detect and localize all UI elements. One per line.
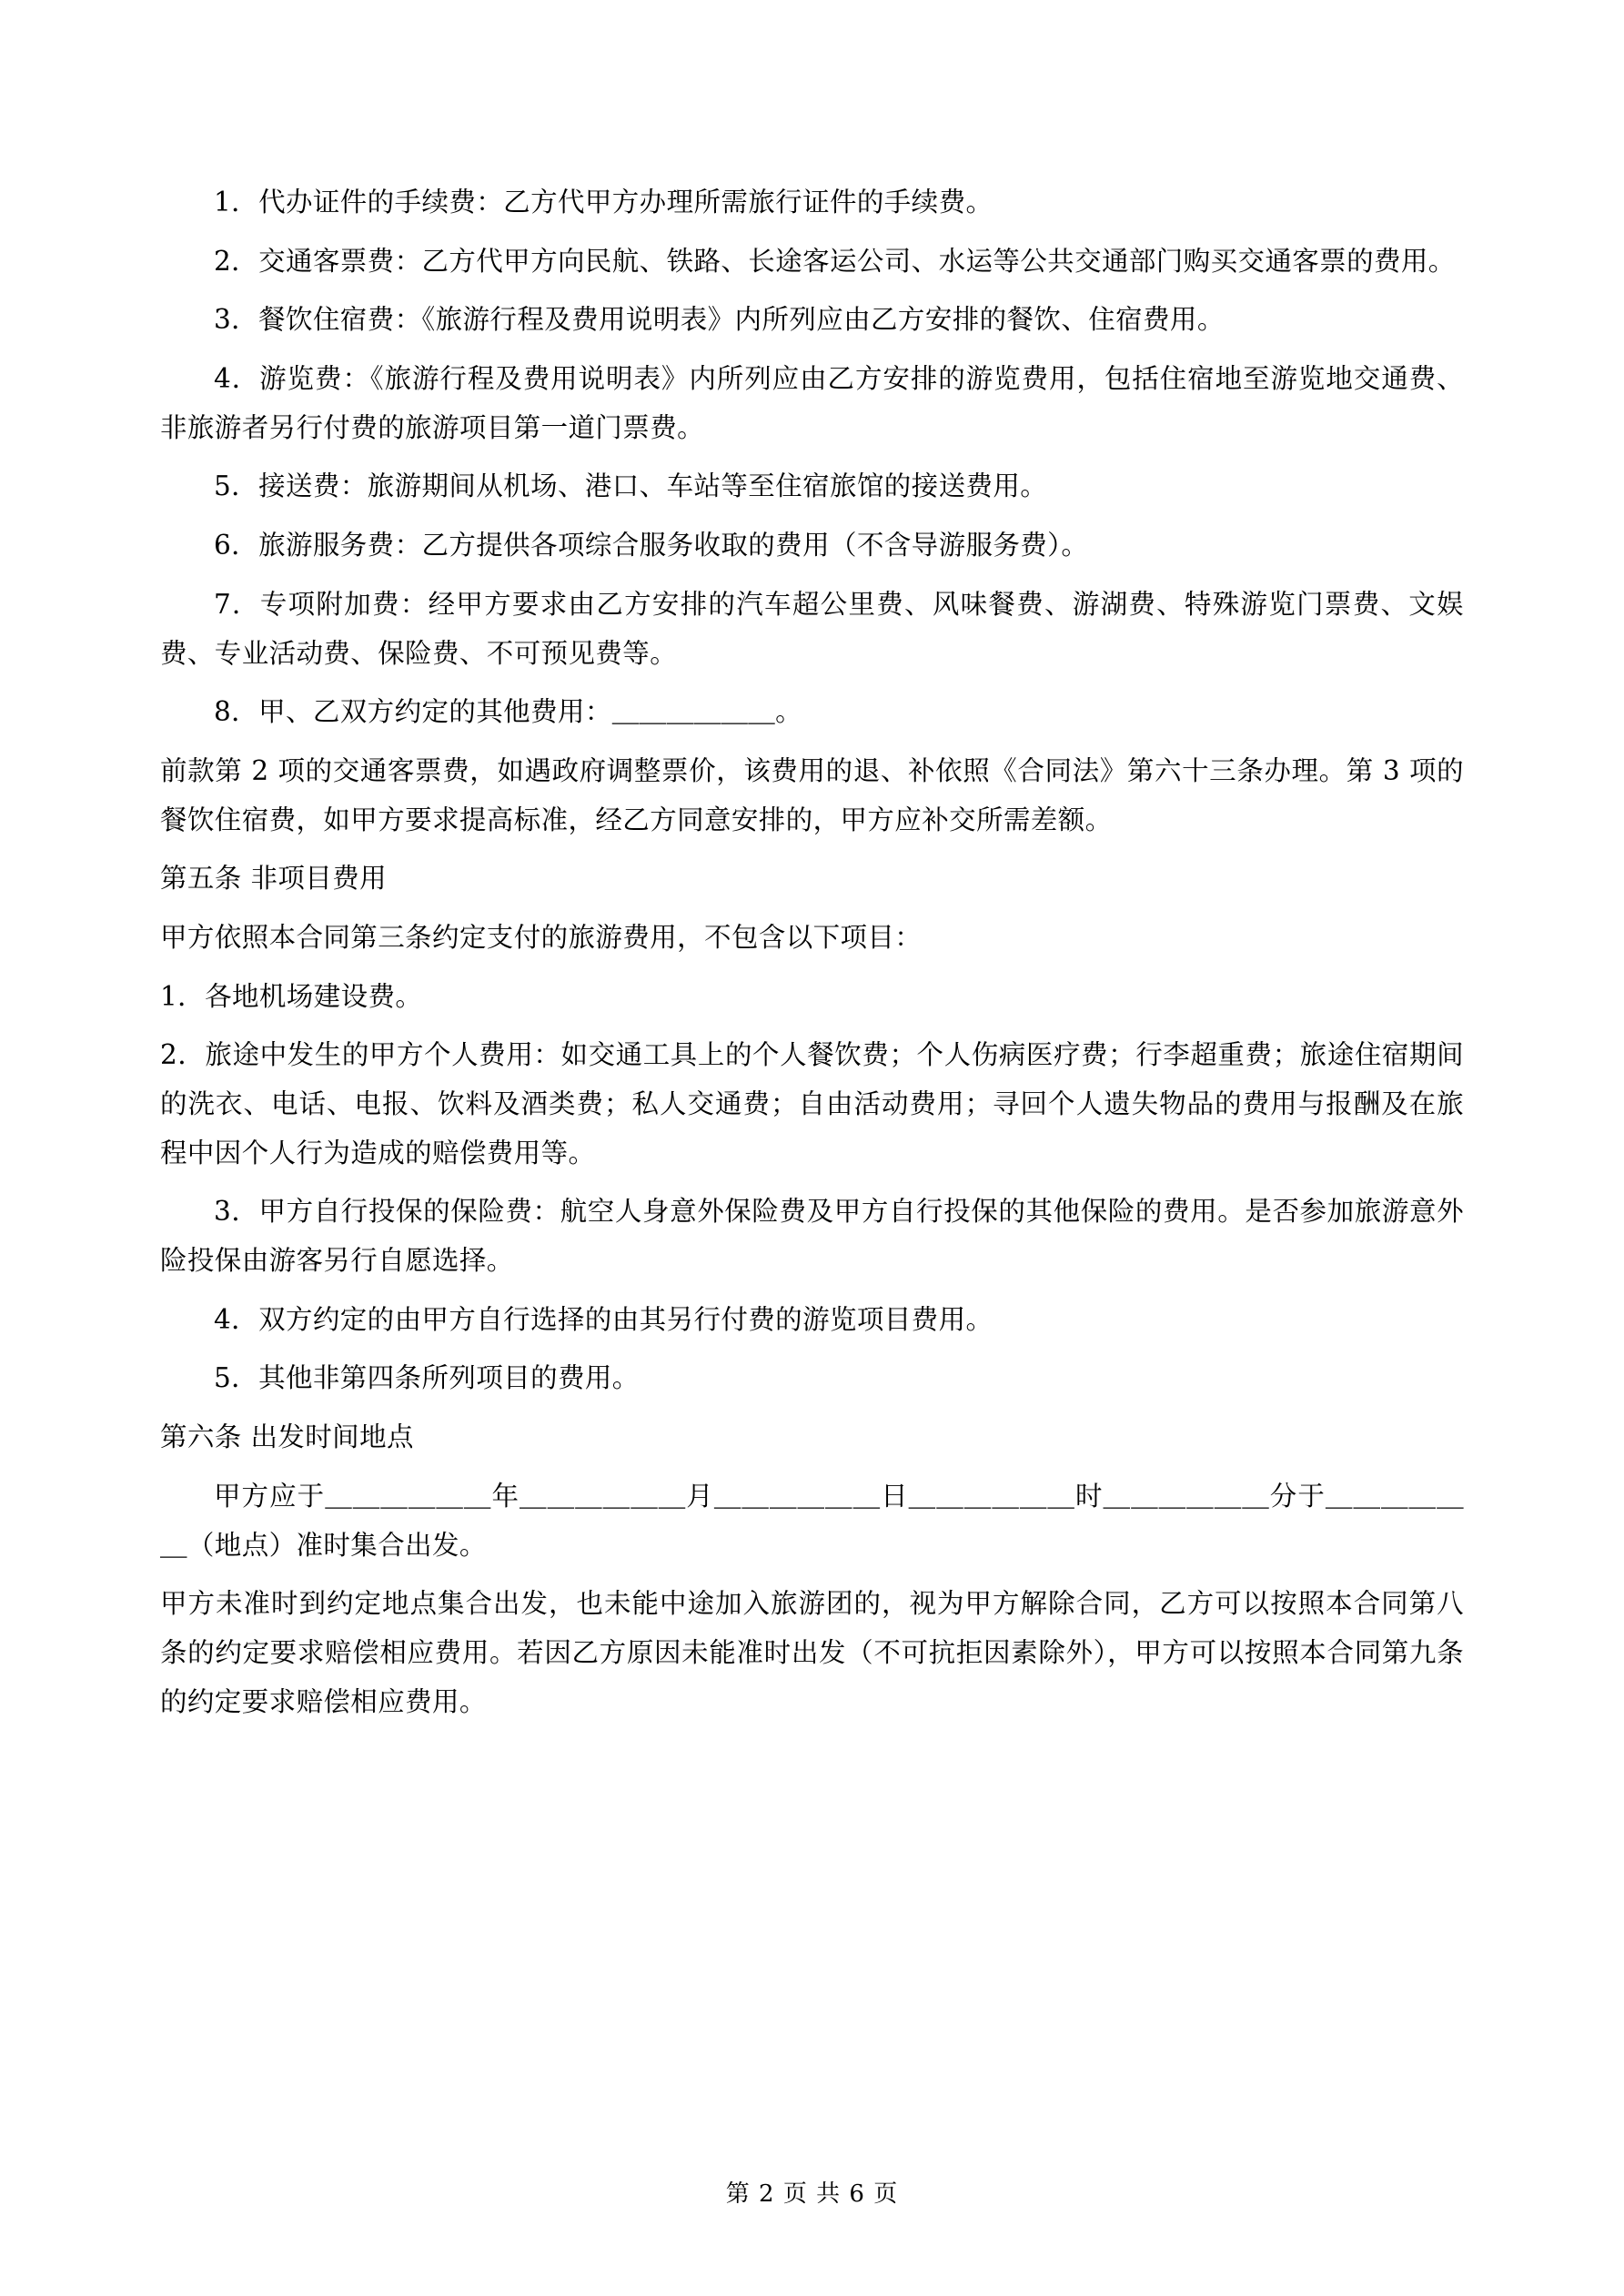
- paragraph: 4．游览费：《旅游行程及费用说明表》内所列应由乙方安排的游览费用，包括住宿地至游览地交通费、非旅游者另行付费的旅游项目第一道门票费。: [160, 363, 1464, 443]
- paragraph: 6．旅游服务费：乙方提供各项综合服务收取的费用（不含导游服务费）。: [214, 530, 1089, 561]
- paragraph: 甲方未准时到约定地点集合出发，也未能中途加入旅游团的，视为甲方解除合同，乙方可以按照本合同第八条的约定要求赔偿相应费用。若因乙方原因未能准时出发（不可抗拒因素除外），甲方可以按照本合同第九条的约定要求赔偿相应费用。: [160, 1588, 1464, 1717]
- paragraph: 2．交通客票费：乙方代甲方向民航、铁路、长途客运公司、水运等公共交通部门购买交通客票的费用。: [214, 245, 1456, 277]
- paragraph: 4．双方约定的由甲方自行选择的由其另行付费的游览项目费用。: [214, 1303, 994, 1335]
- paragraph: 2．旅途中发生的甲方个人费用：如交通工具上的个人餐饮费；个人伤病医疗费；行李超重费；旅途住宿期间的洗衣、电话、电报、饮料及酒类费；私人交通费；自由活动费用；寻回个人遗失物品的费用与报酬及在旅程中因个人行为造成的赔偿费用等。: [160, 1039, 1464, 1168]
- paragraph: 甲方应于＿＿＿＿＿＿年＿＿＿＿＿＿月＿＿＿＿＿＿日＿＿＿＿＿＿时＿＿＿＿＿＿分于＿＿＿＿＿＿（地点）准时集合出发。: [160, 1480, 1464, 1561]
- paragraph: 3．甲方自行投保的保险费：航空人身意外保险费及甲方自行投保的其他保险的费用。是否参加旅游意外险投保由游客另行自愿选择。: [160, 1196, 1464, 1277]
- paragraph: 7．专项附加费：经甲方要求由乙方安排的汽车超公里费、风味餐费、游湖费、特殊游览门票费、文娱费、专业活动费、保险费、不可预见费等。: [160, 588, 1464, 669]
- paragraph: 1．代办证件的手续费：乙方代甲方办理所需旅行证件的手续费。: [214, 187, 994, 217]
- section-heading: 第五条 非项目费用: [160, 863, 387, 895]
- paragraph: 5．接送费：旅游期间从机场、港口、车站等至住宿旅馆的接送费用。: [214, 470, 1048, 502]
- document-body: [160, 178, 1464, 1726]
- paragraph: 前款第 2 项的交通客票费，如遇政府调整票价，该费用的退、补依照《合同法》第六十三条办理。第 3 项的餐饮住宿费，如甲方要求提高标准，经乙方同意安排的，甲方应补交所需差额。: [160, 754, 1464, 835]
- section-heading: 第六条 出发时间地点: [160, 1421, 414, 1453]
- paragraph: 3．餐饮住宿费：《旅游行程及费用说明表》内所列应由乙方安排的餐饮、住宿费用。: [214, 304, 1225, 336]
- paragraph: 5．其他非第四条所列项目的费用。: [214, 1362, 640, 1394]
- paragraph: 1．各地机场建设费。: [160, 980, 423, 1012]
- page-footer: 第 2 页 共 6 页: [725, 2180, 899, 2208]
- paragraph: 甲方依照本合同第三条约定支付的旅游费用，不包含以下项目：: [160, 921, 923, 953]
- paragraph: 8．甲、乙双方约定的其他费用：＿＿＿＿＿＿。: [214, 696, 803, 728]
